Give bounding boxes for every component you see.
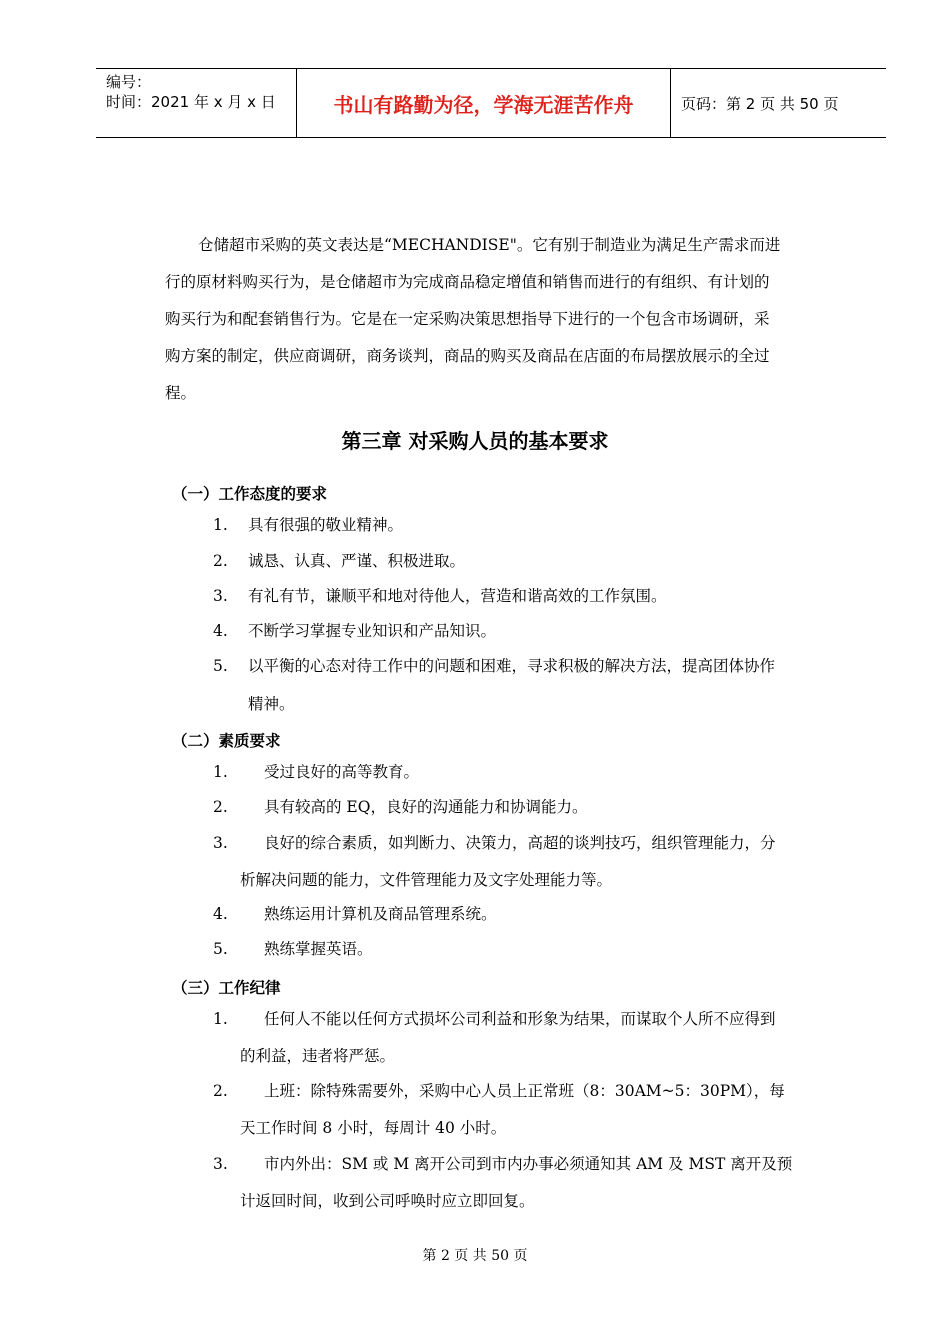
section-title-attitude: （一）工作态度的要求 [172, 485, 328, 503]
item-text: 天工作时间 8 小时，每周计 40 小时。 [240, 1119, 507, 1137]
item-number: 2. [213, 1082, 228, 1100]
item-text: 良好的综合素质，如判断力、决策力，高超的谈判技巧，组织管理能力，分 [264, 834, 776, 852]
document-time-label: 时间：2021 年 x 月 x 日 [106, 93, 276, 111]
item-number: 5. [213, 940, 228, 958]
item-text: 具有较高的 EQ，良好的沟通能力和协调能力。 [264, 798, 588, 816]
intro-line-2: 行的原材料购买行为，是仓储超市为完成商品稳定增值和销售而进行的有组织、有计划的 [165, 273, 770, 291]
item-number: 2. [213, 552, 228, 570]
item-text: 熟练运用计算机及商品管理系统。 [264, 905, 497, 923]
item-text: 上班：除特殊需要外，采购中心人员上正常班（8：30AM~5：30PM），每 [264, 1082, 785, 1100]
item-text: 诚恳、认真、严谨、积极进取。 [248, 552, 466, 570]
item-text: 任何人不能以任何方式损坏公司利益和形象为结果，而谋取个人所不应得到 [264, 1010, 776, 1028]
chapter-title: 第三章 对采购人员的基本要求 [341, 429, 609, 453]
intro-line-1: 仓储超市采购的英文表达是“MECHANDISE"。它有别于制造业为满足生产需求而进 [198, 236, 781, 254]
page-header [96, 68, 886, 138]
item-text: 精神。 [248, 695, 295, 713]
intro-line-3: 购买行为和配套销售行为。它是在一定采购决策思想指导下进行的一个包含市场调研，采 [165, 310, 770, 328]
item-text: 析解决问题的能力，文件管理能力及文字处理能力等。 [240, 871, 613, 889]
item-number: 3. [213, 587, 228, 605]
section-title-discipline: （三）工作纪律 [172, 979, 281, 997]
item-number: 1. [213, 1010, 228, 1028]
item-number: 4. [213, 622, 228, 640]
item-text: 有礼有节，谦顺平和地对待他人，营造和谐高效的工作氛围。 [248, 587, 667, 605]
intro-line-4: 购方案的制定，供应商调研，商务谈判，商品的购买及商品在店面的布局摆放展示的全过 [165, 347, 770, 365]
item-text: 具有很强的敬业精神。 [248, 516, 404, 534]
item-number: 3. [213, 1155, 228, 1173]
header-meta [96, 69, 297, 137]
item-text: 熟练掌握英语。 [264, 940, 373, 958]
item-text: 的利益，违者将严惩。 [240, 1047, 396, 1065]
item-text: 以平衡的心态对待工作中的问题和困难，寻求积极的解决方法，提高团体协作 [248, 657, 776, 675]
item-number: 5. [213, 657, 228, 675]
item-text: 受过良好的高等教育。 [264, 763, 420, 781]
intro-line-5: 程。 [165, 384, 197, 402]
header-slogan: 书山有路勤为径，学海无涯苦作舟 [297, 69, 671, 137]
item-number: 3. [213, 834, 228, 852]
section-title-quality: （二）素质要求 [172, 732, 281, 750]
item-number: 1. [213, 516, 228, 534]
page-footer: 第 2 页 共 50 页 [422, 1248, 528, 1264]
item-text: 计返回时间，收到公司呼唤时应立即回复。 [240, 1192, 535, 1210]
item-text: 市内外出：SM 或 M 离开公司到市内办事必须通知其 AM 及 MST 离开及预 [264, 1155, 793, 1173]
header-page-label: 页码：第 2 页 共 50 页 [681, 94, 839, 113]
item-number: 2. [213, 798, 228, 816]
item-text: 不断学习掌握专业知识和产品知识。 [248, 622, 497, 640]
document-number-label: 编号： [106, 73, 152, 91]
item-number: 1. [213, 763, 228, 781]
item-number: 4. [213, 905, 228, 923]
